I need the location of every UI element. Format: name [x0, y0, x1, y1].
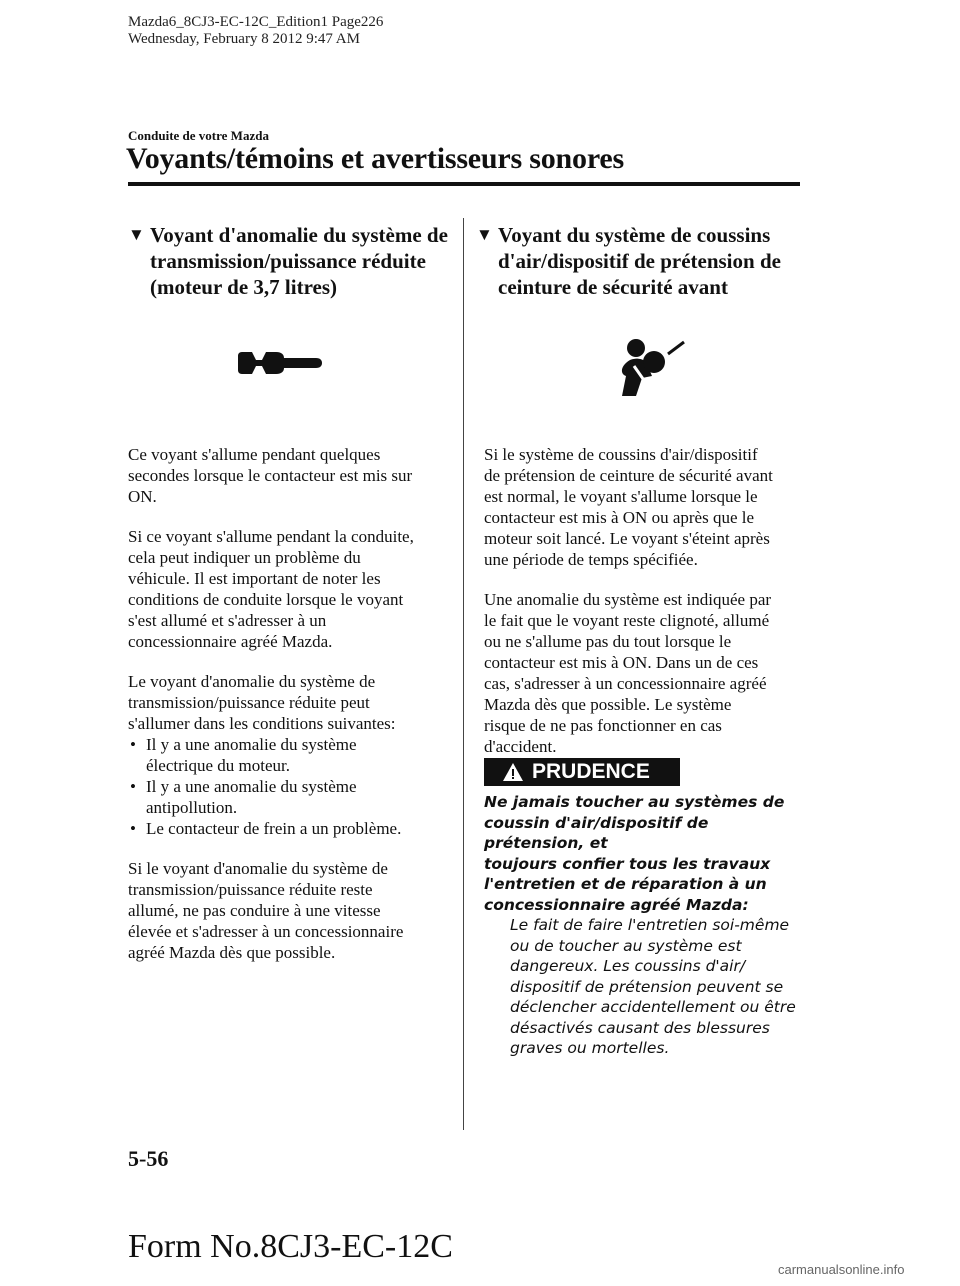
paragraph	[484, 444, 804, 570]
text-line: transmission/puissance réduite reste	[128, 880, 373, 899]
text-line: Si le système de coussins d'air/dispositif	[484, 445, 758, 464]
text-line: secondes lorsque le contacteur est mis sur	[128, 466, 413, 485]
print-header-date: Wednesday, February 8 2012 9:47 AM	[128, 31, 360, 47]
text-line: le fait que le voyant reste clignoté, allumé	[484, 611, 770, 630]
paragraph	[128, 526, 448, 652]
print-header-file: Mazda6_8CJ3-EC-12C_Edition1 Page226	[128, 14, 384, 30]
text-line: contacteur est mis à ON ou après que le	[484, 508, 755, 527]
paragraph	[128, 858, 448, 963]
left-heading	[128, 222, 448, 300]
prudence-badge	[484, 758, 680, 786]
text-line: allumé, ne pas conduire à une vitesse	[128, 901, 381, 920]
warning-detail	[484, 915, 814, 1059]
text-line: Le fait de faire l'entretien soi-même	[510, 916, 790, 934]
text-line: élevée et s'adresser à un concessionnaire	[128, 922, 404, 941]
text-line: conditions de conduite lorsque le voyant	[128, 590, 404, 609]
section-label: Conduite de votre Mazda	[128, 128, 269, 143]
page-number: 5-56	[128, 1146, 169, 1171]
text-line: véhicule. Il est important de noter les	[128, 569, 381, 588]
triangle-marker-icon: ▼	[128, 225, 145, 244]
left-heading-line: (moteur de 3,7 litres)	[150, 275, 338, 299]
text-line: cas, s'adresser à un concessionnaire agréé	[484, 674, 767, 693]
wrench-icon	[238, 344, 322, 384]
text-line: cela peut indiquer un problème du	[128, 548, 361, 567]
title-rule	[128, 182, 800, 186]
text-line: risque de ne pas fonctionner en cas	[484, 716, 722, 735]
paragraph	[484, 589, 804, 757]
text-line: transmission/puissance réduite peut	[128, 693, 370, 712]
prudence-label: PRUDENCE	[532, 760, 650, 783]
text-line: graves ou mortelles.	[510, 1039, 670, 1057]
text-line: Mazda dès que possible. Le système	[484, 695, 732, 714]
text-line: concessionnaire agréé Mazda:	[484, 895, 749, 914]
text-line: ON.	[128, 487, 157, 506]
text-line: agréé Mazda dès que possible.	[128, 943, 336, 962]
airbag-seatbelt-icon	[608, 336, 692, 400]
text-line: Une anomalie du système est indiquée par	[484, 590, 772, 609]
right-body	[484, 444, 804, 776]
text-line: Ne jamais toucher au systèmes de	[484, 793, 785, 811]
text-line: une période de temps spécifiée.	[484, 550, 698, 569]
paragraph	[128, 444, 448, 507]
right-heading	[476, 222, 806, 300]
text-line: de prétension de ceinture de sécurité avant	[484, 466, 773, 485]
text-line: Le contacteur de frein a un problème.	[146, 819, 402, 838]
right-heading-line: ceinture de sécurité avant	[498, 275, 728, 299]
warning-text	[484, 792, 814, 1059]
text-line: s'allumer dans les conditions suivantes:	[128, 714, 396, 733]
warning-triangle-icon	[502, 762, 524, 782]
print-header	[128, 14, 383, 48]
page-title: Voyants/témoins et avertisseurs sonores	[126, 142, 625, 175]
watermark: carmanualsonline.info	[778, 1262, 905, 1277]
text-line: l'entretien et de réparation à un	[484, 875, 767, 893]
list-item	[128, 734, 448, 776]
text-line: ou de toucher au système est	[510, 936, 742, 955]
column-divider	[463, 218, 464, 1130]
text-line: concessionnaire agréé Mazda.	[128, 632, 333, 651]
text-line: électrique du moteur.	[146, 756, 290, 775]
text-line: ou ne s'allume pas du tout lorsque le	[484, 632, 732, 651]
text-line: déclencher accidentellement ou être	[510, 998, 796, 1016]
form-number: Form No.8CJ3-EC-12C	[128, 1228, 453, 1265]
text-line: s'est allumé et s'adresser à un	[128, 611, 327, 630]
triangle-marker-icon: ▼	[476, 225, 493, 244]
list-item	[128, 818, 448, 839]
text-line: Si ce voyant s'allume pendant la conduite,	[128, 527, 414, 546]
text-line: Il y a une anomalie du système	[146, 735, 357, 754]
text-line: dangereux. Les coussins d'air/	[510, 957, 746, 975]
list-item	[128, 776, 448, 818]
text-line: Ce voyant s'allume pendant quelques	[128, 445, 381, 464]
text-line: contacteur est mis à ON. Dans un de ces	[484, 653, 759, 672]
text-line: antipollution.	[146, 798, 238, 817]
text-line: dispositif de prétension peuvent se	[510, 977, 784, 996]
text-line: Si le voyant d'anomalie du système de	[128, 859, 388, 878]
left-heading-line: transmission/puissance réduite	[150, 249, 426, 273]
text-line: est normal, le voyant s'allume lorsque le	[484, 487, 758, 506]
left-body	[128, 444, 448, 982]
text-line: Le voyant d'anomalie du système de	[128, 672, 376, 691]
condition-list	[128, 734, 448, 839]
right-heading-line: Voyant du système de coussins	[498, 223, 771, 247]
text-line: désactivés causant des blessures	[510, 1018, 770, 1037]
text-line: toujours confier tous les travaux	[484, 854, 771, 873]
text-line: coussin d'air/dispositif de prétension, et	[484, 813, 709, 852]
text-line: moteur soit lancé. Le voyant s'éteint après	[484, 529, 770, 548]
text-line: Il y a une anomalie du système	[146, 777, 357, 796]
warning-lead	[484, 792, 814, 915]
left-heading-line: Voyant d'anomalie du système de	[150, 223, 448, 247]
text-line: d'accident.	[484, 737, 557, 756]
right-heading-line: d'air/dispositif de prétension de	[498, 249, 781, 273]
paragraph	[128, 671, 448, 734]
